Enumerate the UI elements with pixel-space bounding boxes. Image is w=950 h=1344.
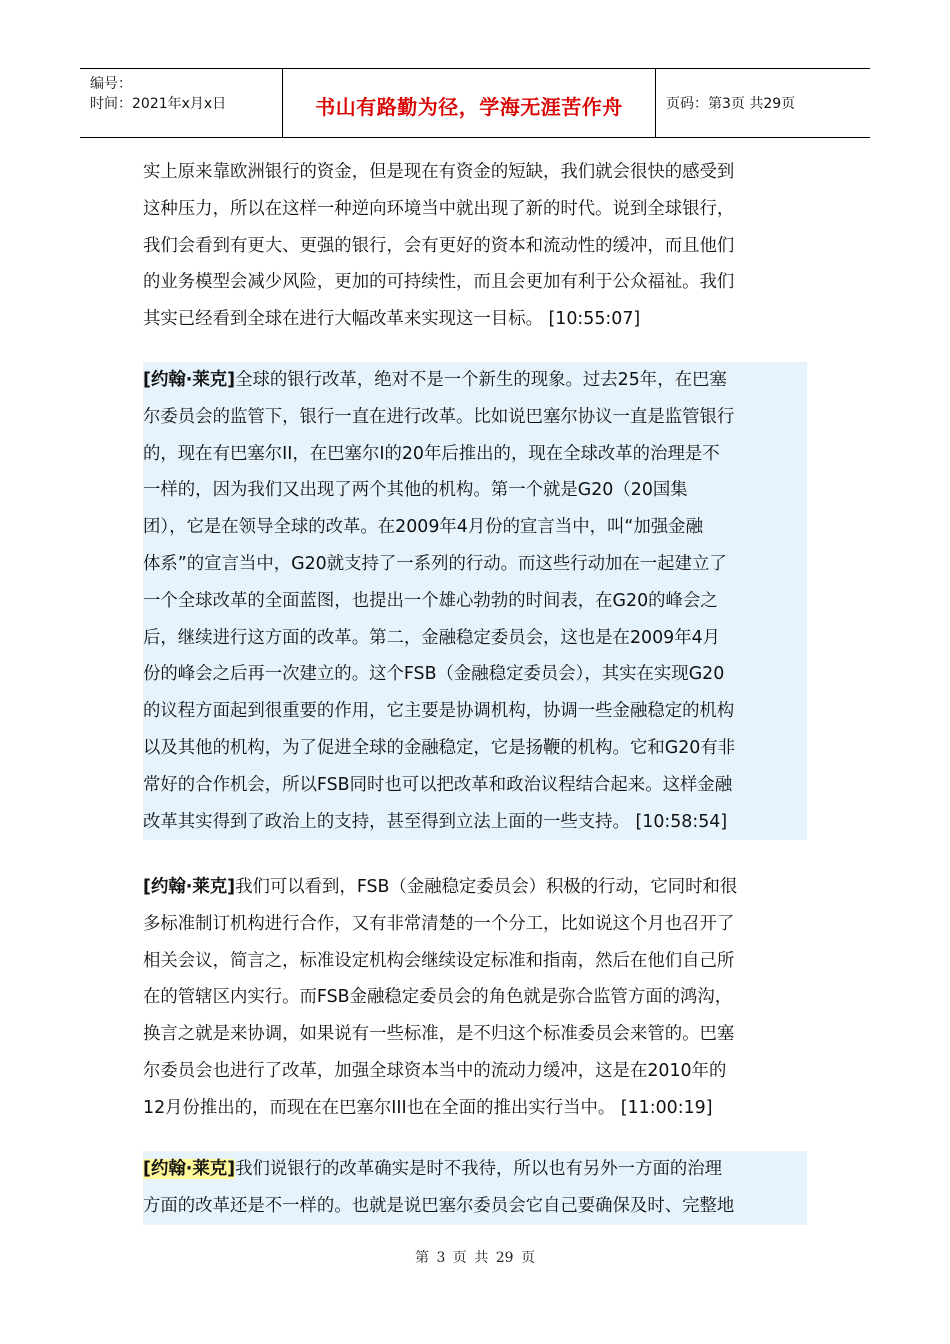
header-page-info: 页码：第3页 共29页	[666, 96, 796, 112]
page-footer: 第 3 页 共 29 页	[415, 1250, 535, 1266]
document-date: 时间：2021年x月x日	[90, 96, 227, 112]
paragraph-line: 的业务模型会减少风险，更加的可持续性，而且会更加有利于公众福祉。我们	[143, 272, 735, 293]
paragraph-line: 体系”的宣言当中，G20就支持了一系列的行动。而这些行动加在一起建立了	[143, 553, 727, 574]
paragraph-line: 在的管辖区内实行。而FSB金融稳定委员会的角色就是弥合监管方面的鸿沟，	[143, 987, 733, 1008]
paragraph-1	[143, 154, 807, 338]
page-header	[80, 68, 870, 138]
paragraph-line: 以及其他的机构，为了促进全球的金融稳定，它是扬鞭的机构。它和G20有非	[143, 737, 736, 758]
paragraph-line: 团），它是在领导全球的改革。在2009年4月份的宣言当中，叫“加强金融	[143, 517, 703, 538]
paragraph-line: 实上原来靠欧洲银行的资金，但是现在有资金的短缺，我们就会很快的感受到	[143, 162, 735, 182]
paragraph-line: 这种压力，所以在这样一种逆向环境当中就出现了新的时代。说到全球银行，	[143, 198, 735, 219]
paragraph-2	[143, 362, 807, 840]
paragraph-line: 一个全球改革的全面蓝图，也提出一个雄心勃勃的时间表，在G20的峰会之	[143, 590, 718, 611]
paragraph-line: 常好的合作机会，所以FSB同时也可以把改革和政治议程结合起来。这样金融	[143, 774, 733, 795]
paragraph-line: 改革其实得到了政治上的支持，甚至得到立法上面的一些支持。 [10:58:54]	[143, 811, 728, 832]
paragraph-line: 我们说银行的改革确实是时不我待，所以也有另外一方面的治理	[235, 1159, 723, 1179]
paragraph-line: 我们可以看到，FSB（金融稳定委员会）积极的行动，它同时和很	[235, 877, 738, 897]
paragraph-4	[143, 1151, 807, 1225]
paragraph-line: 12月份推出的，而现在在巴塞尔III也在全面的推出实行当中。 [11:00:19]	[143, 1097, 713, 1118]
header-motto: 书山有路勤为径，学海无涯苦作舟	[315, 95, 623, 119]
header-meta-cell	[80, 69, 283, 137]
paragraph-line: 尔委员会也进行了改革，加强全球资本当中的流动力缓冲，这是在2010年的	[143, 1060, 727, 1081]
paragraph-line: 我们会看到有更大、更强的银行，会有更好的资本和流动性的缓冲，而且他们	[143, 235, 735, 256]
paragraph-line: 的，现在有巴塞尔II，在巴塞尔I的20年后推出的，现在全球改革的治理是不	[143, 443, 720, 464]
paragraph-line: 份的峰会之后再一次建立的。这个FSB（金融稳定委员会），其实在实现G20	[143, 664, 725, 685]
paragraph-line: 其实已经看到全球在进行大幅改革来实现这一目标。 [10:55:07]	[143, 309, 641, 330]
paragraph-3	[143, 869, 807, 1127]
paragraph-line: 一样的，因为我们又出现了两个其他的机构。第一个就是G20（20国集	[143, 480, 688, 501]
speaker-label: [约翰·莱克]	[143, 877, 236, 897]
header-page-cell	[656, 69, 870, 137]
paragraph-line: 换言之就是来协调，如果说有一些标准，是不归这个标准委员会来管的。巴塞	[143, 1024, 735, 1045]
document-number-label: 编号：	[90, 76, 132, 92]
paragraph-line: 方面的改革还是不一样的。也就是说巴塞尔委员会它自己要确保及时、完整地	[143, 1195, 735, 1216]
paragraph-line: 后，继续进行这方面的改革。第二，金融稳定委员会，这也是在2009年4月	[143, 627, 721, 648]
speaker-label: [约翰·莱克]	[143, 1159, 236, 1179]
paragraph-line: 尔委员会的监管下，银行一直在进行改革。比如说巴塞尔协议一直是监管银行	[143, 406, 735, 427]
paragraph-line: 全球的银行改革，绝对不是一个新生的现象。过去25年，在巴塞	[235, 370, 727, 390]
paragraph-line: 多标准制订机构进行合作，又有非常清楚的一个分工，比如说这个月也召开了	[143, 913, 735, 934]
header-motto-cell	[283, 69, 656, 137]
speaker-label: [约翰·莱克]	[143, 370, 236, 390]
paragraph-line: 相关会议，简言之，标准设定机构会继续设定标准和指南，然后在他们自己所	[143, 950, 735, 971]
paragraph-line: 的议程方面起到很重要的作用，它主要是协调机构，协调一些金融稳定的机构	[143, 701, 735, 722]
